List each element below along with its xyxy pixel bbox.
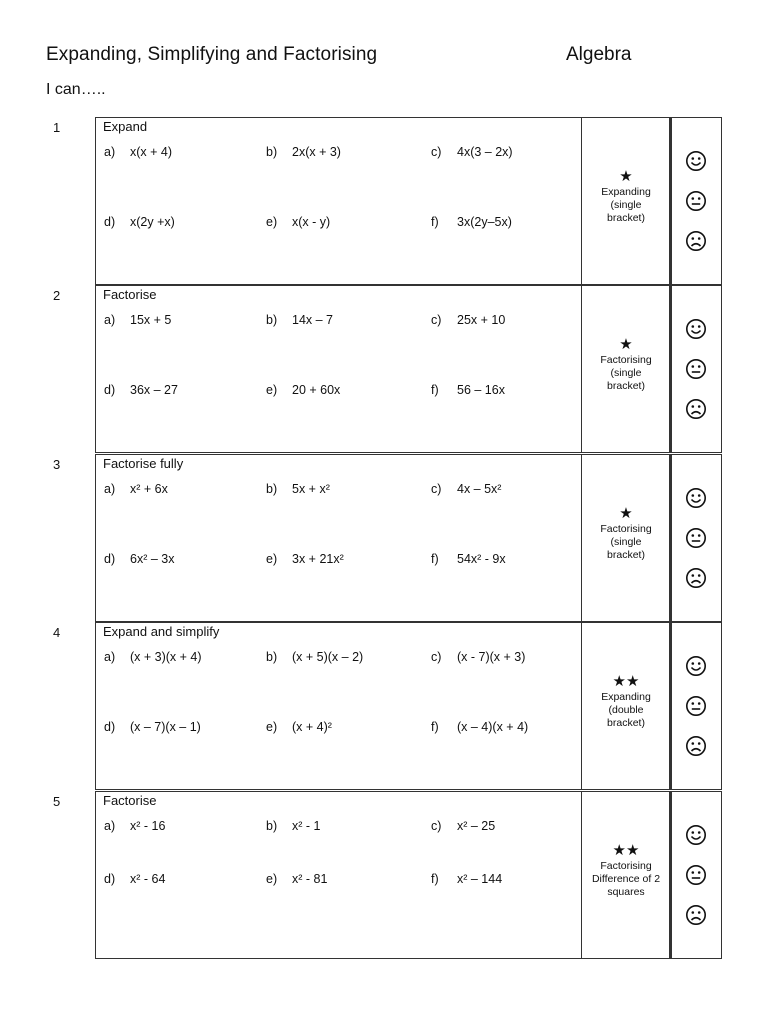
part-expression: 15x + 5	[130, 313, 172, 327]
part-expression: 4x – 5x²	[457, 482, 502, 496]
part-label: f)	[431, 215, 439, 229]
question-box	[95, 285, 582, 453]
skill-box	[582, 117, 670, 285]
skill-text-line: (single	[610, 536, 642, 548]
part-label: e)	[266, 215, 278, 229]
difficulty-stars: ★	[619, 168, 633, 185]
question-row	[0, 117, 768, 286]
part-label: f)	[431, 383, 439, 397]
skill-description	[582, 505, 670, 562]
part-label: a)	[104, 650, 116, 664]
skill-text-line: bracket)	[607, 717, 645, 729]
question-part	[266, 720, 332, 734]
question-part	[431, 872, 502, 886]
frowning-face-icon[interactable]	[685, 230, 707, 252]
part-expression: x² – 25	[457, 819, 496, 833]
question-part	[266, 552, 344, 566]
part-expression: (x + 3)(x + 4)	[130, 650, 202, 664]
question-part	[104, 215, 175, 229]
smiling-face-icon[interactable]	[685, 487, 707, 509]
skill-box	[582, 454, 670, 622]
question-number: 1	[53, 120, 61, 135]
question-row	[0, 622, 768, 791]
question-number: 4	[53, 625, 61, 640]
question-box	[95, 454, 582, 622]
frowning-face-icon[interactable]	[685, 904, 707, 926]
part-expression: x(2y +x)	[130, 215, 175, 229]
part-label: f)	[431, 872, 439, 886]
part-expression: 2x(x + 3)	[292, 145, 341, 159]
part-expression: 25x + 10	[457, 313, 506, 327]
part-label: a)	[104, 313, 116, 327]
skill-text-line: (single	[610, 367, 642, 379]
question-part	[104, 650, 202, 664]
part-label: e)	[266, 552, 278, 566]
question-instruction: Factorise	[103, 793, 157, 808]
part-label: e)	[266, 383, 278, 397]
skill-text-line: bracket)	[607, 212, 645, 224]
frowning-face-icon[interactable]	[685, 735, 707, 757]
part-label: f)	[431, 720, 439, 734]
question-part	[104, 872, 165, 886]
question-row	[0, 791, 768, 960]
part-expression: (x - 7)(x + 3)	[457, 650, 526, 664]
frowning-face-icon[interactable]	[685, 567, 707, 589]
skill-text-line: Difference of 2	[591, 873, 661, 885]
neutral-face-icon[interactable]	[685, 527, 707, 549]
question-part	[431, 552, 506, 566]
part-expression: 14x – 7	[292, 313, 334, 327]
part-label: d)	[104, 720, 116, 734]
part-label: b)	[266, 145, 278, 159]
neutral-face-icon[interactable]	[685, 190, 707, 212]
skill-text-line: (double	[608, 704, 644, 716]
part-expression: (x + 5)(x – 2)	[292, 650, 364, 664]
part-label: d)	[104, 872, 116, 886]
question-part	[266, 482, 330, 496]
question-part	[104, 482, 168, 496]
question-box	[95, 791, 582, 959]
skill-box	[582, 791, 670, 959]
skill-description	[582, 842, 670, 899]
question-instruction: Expand	[103, 119, 148, 134]
smiling-face-icon[interactable]	[685, 150, 707, 172]
part-label: b)	[266, 313, 278, 327]
smiling-face-icon[interactable]	[685, 655, 707, 677]
page-title: Expanding, Simplifying and Factorising	[46, 44, 378, 65]
question-part	[104, 145, 172, 159]
part-expression: x(x - y)	[292, 215, 331, 229]
self-assessment-box	[670, 454, 722, 622]
part-expression: x² - 16	[130, 819, 166, 833]
skill-text-line: Factorising	[600, 860, 652, 872]
part-label: e)	[266, 720, 278, 734]
question-instruction: Expand and simplify	[103, 624, 220, 639]
question-part	[431, 819, 495, 833]
part-label: f)	[431, 552, 439, 566]
skill-text-line: bracket)	[607, 549, 645, 561]
question-number: 2	[53, 288, 61, 303]
part-label: e)	[266, 872, 278, 886]
question-part	[431, 720, 528, 734]
part-expression: x² - 64	[130, 872, 166, 886]
part-expression: x² - 81	[292, 872, 328, 886]
question-box	[95, 622, 582, 790]
frowning-face-icon[interactable]	[685, 398, 707, 420]
skill-text-line: Factorising	[600, 354, 652, 366]
part-expression: 36x – 27	[130, 383, 178, 397]
part-label: c)	[431, 145, 442, 159]
subject-label: Algebra	[566, 44, 632, 65]
part-label: b)	[266, 650, 278, 664]
neutral-face-icon[interactable]	[685, 864, 707, 886]
difficulty-stars: ★★	[612, 842, 640, 859]
skill-box	[582, 285, 670, 453]
skill-text-line: squares	[607, 886, 645, 898]
part-expression: 56 – 16x	[457, 383, 505, 397]
self-assessment-box	[670, 622, 722, 790]
skill-description	[582, 168, 670, 225]
part-label: c)	[431, 819, 442, 833]
self-assessment-box	[670, 285, 722, 453]
part-expression: x² + 6x	[130, 482, 168, 496]
question-part	[431, 482, 501, 496]
part-expression: (x + 4)²	[292, 720, 332, 734]
part-expression: (x – 4)(x + 4)	[457, 720, 529, 734]
question-number: 3	[53, 457, 61, 472]
part-label: d)	[104, 552, 116, 566]
part-label: c)	[431, 650, 442, 664]
difficulty-stars: ★★	[612, 673, 640, 690]
part-expression: 54x² - 9x	[457, 552, 506, 566]
part-expression: 6x² – 3x	[130, 552, 175, 566]
question-part	[104, 383, 178, 397]
part-label: c)	[431, 313, 442, 327]
question-part	[431, 313, 505, 327]
part-expression: 3x(2y–5x)	[457, 215, 512, 229]
smiling-face-icon[interactable]	[685, 824, 707, 846]
part-label: a)	[104, 819, 116, 833]
part-label: c)	[431, 482, 442, 496]
part-expression: x² - 1	[292, 819, 321, 833]
question-part	[104, 552, 174, 566]
part-expression: (x – 7)(x – 1)	[130, 720, 201, 734]
question-part	[266, 872, 327, 886]
question-part	[266, 313, 333, 327]
part-label: b)	[266, 482, 278, 496]
skill-text-line: Expanding	[601, 691, 651, 703]
skill-description	[582, 673, 670, 730]
question-part	[431, 650, 525, 664]
smiling-face-icon[interactable]	[685, 318, 707, 340]
question-part	[104, 819, 165, 833]
self-assessment-box	[670, 117, 722, 285]
part-label: b)	[266, 819, 278, 833]
question-part	[104, 720, 201, 734]
question-row	[0, 454, 768, 623]
question-instruction: Factorise fully	[103, 456, 184, 471]
part-label: d)	[104, 215, 116, 229]
neutral-face-icon[interactable]	[685, 695, 707, 717]
part-expression: 3x + 21x²	[292, 552, 344, 566]
question-number: 5	[53, 794, 61, 809]
question-part	[266, 650, 363, 664]
skill-text-line: bracket)	[607, 380, 645, 392]
part-expression: x(x + 4)	[130, 145, 173, 159]
part-expression: 20 + 60x	[292, 383, 341, 397]
skill-box	[582, 622, 670, 790]
part-label: d)	[104, 383, 116, 397]
difficulty-stars: ★	[619, 336, 633, 353]
question-box	[95, 117, 582, 285]
part-expression: 4x(3 – 2x)	[457, 145, 513, 159]
question-part	[266, 383, 340, 397]
question-part	[266, 215, 330, 229]
skill-text-line: Expanding	[601, 186, 651, 198]
question-part	[431, 145, 513, 159]
question-part	[431, 215, 512, 229]
part-expression: 5x + x²	[292, 482, 330, 496]
skill-text-line: (single	[610, 199, 642, 211]
difficulty-stars: ★	[619, 505, 633, 522]
neutral-face-icon[interactable]	[685, 358, 707, 380]
skill-description	[582, 336, 670, 393]
self-assessment-box	[670, 791, 722, 959]
skill-text-line: Factorising	[600, 523, 652, 535]
part-expression: x² – 144	[457, 872, 503, 886]
part-label: a)	[104, 482, 116, 496]
part-label: a)	[104, 145, 116, 159]
question-part	[266, 145, 341, 159]
question-row	[0, 285, 768, 454]
question-part	[104, 313, 171, 327]
intro-text: I can…..	[46, 81, 106, 98]
question-part	[266, 819, 320, 833]
question-part	[431, 383, 505, 397]
question-instruction: Factorise	[103, 287, 157, 302]
